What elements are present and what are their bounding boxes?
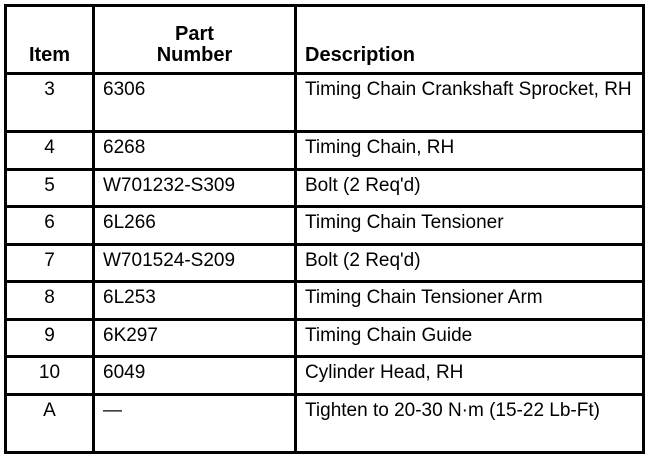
cell-description: Cylinder Head, RH [296, 357, 644, 394]
cell-part-number: 6L253 [94, 282, 296, 319]
parts-table [4, 4, 645, 454]
cell-part-number: W701232-S309 [94, 169, 296, 206]
cell-description: Timing Chain Tensioner Arm [296, 282, 644, 319]
table-row [6, 74, 644, 132]
table-row [6, 394, 644, 452]
cell-item: 8 [6, 282, 94, 319]
table-row [6, 244, 644, 281]
cell-item: 3 [6, 74, 94, 132]
cell-description: Bolt (2 Req'd) [296, 169, 644, 206]
cell-item: 6 [6, 207, 94, 244]
cell-item: 5 [6, 169, 94, 206]
cell-description: Timing Chain, RH [296, 132, 644, 169]
header-part-line2: Number [156, 44, 233, 66]
cell-part-number: 6K297 [94, 319, 296, 356]
header-description: Description [296, 6, 644, 74]
cell-part-number: 6L266 [94, 207, 296, 244]
table-row [6, 319, 644, 356]
cell-item: 10 [6, 357, 94, 394]
table-row [6, 169, 644, 206]
table-row [6, 282, 644, 319]
cell-item: 4 [6, 132, 94, 169]
cell-item: 9 [6, 319, 94, 356]
cell-item: A [6, 394, 94, 452]
cell-item: 7 [6, 244, 94, 281]
header-part-number [94, 6, 296, 74]
cell-part-number: 6306 [94, 74, 296, 132]
table-row [6, 207, 644, 244]
cell-description: Timing Chain Tensioner [296, 207, 644, 244]
header-part-line1: Part [175, 23, 214, 45]
cell-description: Tighten to 20-30 N·m (15-22 Lb-Ft) [296, 394, 644, 452]
cell-part-number: 6049 [94, 357, 296, 394]
cell-part-number: — [94, 394, 296, 452]
cell-description: Bolt (2 Req'd) [296, 244, 644, 281]
cell-part-number: W701524-S209 [94, 244, 296, 281]
header-item: Item [6, 6, 94, 74]
table-header-row [6, 6, 644, 74]
parts-table-container [4, 4, 642, 454]
cell-description: Timing Chain Guide [296, 319, 644, 356]
table-row [6, 132, 644, 169]
cell-description: Timing Chain Crankshaft Sprocket, RH [296, 74, 644, 132]
cell-part-number: 6268 [94, 132, 296, 169]
table-row [6, 357, 644, 394]
